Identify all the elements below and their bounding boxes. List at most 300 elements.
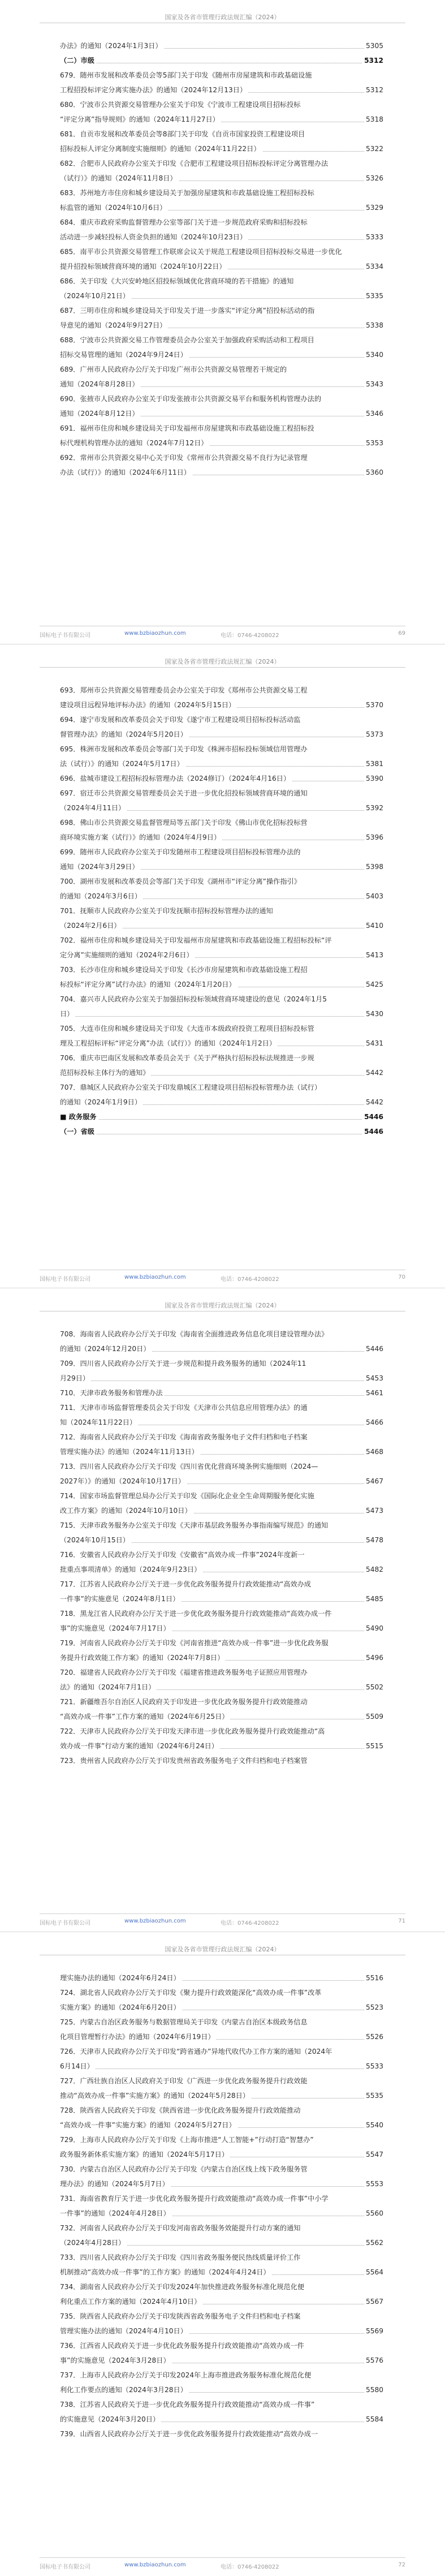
toc-entry[interactable]: [60, 2000, 383, 2015]
toc-entry[interactable]: [60, 2338, 383, 2353]
toc-entry[interactable]: [60, 1592, 383, 1606]
toc-entry[interactable]: [60, 141, 383, 156]
toc-entry[interactable]: [60, 1459, 383, 1474]
toc-entry-title: 705．大连市住房和城乡建设局关于印发《大连市本级政府投资工程项目招标投标管: [60, 1025, 316, 1033]
toc-entry[interactable]: [60, 904, 383, 918]
toc-entry-title: 办法》的通知（2024年1月3日）: [60, 42, 164, 50]
toc-entry[interactable]: [60, 1124, 383, 1139]
toc-entry-page-number: 5496: [364, 1650, 383, 1665]
toc-entry[interactable]: [60, 362, 383, 377]
toc-entry[interactable]: [60, 200, 383, 215]
toc-entry-page-number: 5425: [364, 977, 383, 992]
toc-entry-title: 713．四川省人民政府办公厅关于印发《四川省优化营商环境条例实施细则（2024—: [60, 1463, 319, 1470]
toc-entry[interactable]: [60, 1109, 383, 1124]
toc-entry[interactable]: [60, 712, 383, 727]
toc-entry-title: 710．天津市政务服务和管理办法: [60, 1389, 165, 1397]
toc-entry-title: 690．张掖市人民政府办公室关于印发张掖市公共资源交易平台和服务机构管理办法的: [60, 395, 323, 403]
toc-entry-title: 697．宿迁市公共资源交易管理委员会关于进一步优化招投标领域营商环境的通知: [60, 789, 309, 797]
toc-list: [60, 38, 383, 480]
toc-entry-page-number: 5526: [364, 2029, 383, 2044]
toc-entry-title: 商环境实施方案（试行）》的通知（2024年4月9日）: [60, 833, 222, 841]
toc-entry-title: 的实施意见（2024年3月20日）: [60, 2415, 161, 2423]
toc-entry-title: 利化工作要点的通知（2024年3月28日）: [60, 2386, 189, 2394]
toc-entry[interactable]: [60, 889, 383, 904]
toc-entry[interactable]: [60, 1577, 383, 1592]
toc-entry[interactable]: [60, 1341, 383, 1356]
toc-entry-title: 通知（2024年8月12日）: [60, 410, 141, 418]
toc-entry-title: 活动进一步减轻投标人资金负担的通知（2024年10月23日）: [60, 233, 248, 241]
footer-phone: 电话：0746-4208022: [221, 1276, 279, 1283]
toc-entry[interactable]: [60, 244, 383, 259]
toc-entry[interactable]: [60, 742, 383, 756]
toc-entry-page-number: 5562: [364, 2235, 383, 2250]
toc-entry[interactable]: [60, 1739, 383, 1753]
page-header: [0, 1945, 445, 1954]
dot-leader: [60, 2068, 383, 2069]
toc-entry[interactable]: [60, 1665, 383, 1680]
toc-entry[interactable]: [60, 1621, 383, 1636]
toc-entry-title: “高效办成一件事”实施方案》的通知（2024年5月27日）: [60, 2121, 237, 2129]
toc-entry[interactable]: [60, 2162, 383, 2177]
toc-entry-title: ■ 政务服务: [60, 1113, 98, 1121]
toc-entry-title: 一件事”的通知（2024年4月28日）: [60, 2209, 172, 2217]
toc-entry[interactable]: [60, 2177, 383, 2191]
toc-entry-page-number: 5540: [364, 2118, 383, 2132]
toc-entry[interactable]: [60, 1095, 383, 1109]
toc-entry[interactable]: [60, 127, 383, 141]
toc-entry[interactable]: [60, 1985, 383, 2000]
toc-entry-title: 688．宁波市公共资源交易工作管理委员会办公室关于加强政府采购活动和工程项目: [60, 336, 316, 344]
toc-entry[interactable]: [60, 450, 383, 465]
toc-entry-title: 719．河南省人民政府办公厅关于印发《河南省推进“高效办成一件事”进一步优化政务服: [60, 1639, 330, 1647]
toc-entry-page-number: 5431: [364, 1036, 383, 1051]
toc-entry-title: 687．三明市住房和城乡建设局关于印发关于进一步落实“评定分离”招投标活动的指: [60, 307, 316, 315]
toc-entry-page-number: 5340: [364, 347, 383, 362]
toc-entry-page-number: 5466: [364, 1415, 383, 1430]
toc-entry-page-number: 5318: [364, 112, 383, 127]
footer-publisher: 国标电子书有限公司: [40, 2564, 90, 2570]
toc-entry[interactable]: [60, 1606, 383, 1621]
toc-entry[interactable]: [60, 1474, 383, 1489]
header-title: 国家及各省市管理行政法规汇编（2024）: [165, 1946, 280, 1953]
toc-entry-page-number: 5343: [364, 377, 383, 392]
toc-entry[interactable]: [60, 1695, 383, 1709]
toc-entry[interactable]: [60, 1724, 383, 1739]
toc-entry-title: 月29日）: [60, 1374, 91, 1382]
toc-entry-title: （二）市级: [60, 57, 96, 64]
toc-entry[interactable]: [60, 1533, 383, 1547]
toc-entry-title: 708．海南省人民政府办公厅关于印发《海南省全面推进政务信息化项目建设管理办法》: [60, 1330, 330, 1338]
toc-entry-title: 知（2024年11月22日）: [60, 1418, 138, 1426]
toc-entry[interactable]: [60, 2324, 383, 2338]
toc-entry-page-number: 5322: [364, 141, 383, 156]
header-title: 国家及各省市管理行政法规汇编（2024）: [165, 1302, 280, 1309]
toc-entry-title: 招标投标人评定分离制度实施细则》的通知（2024年11月22日）: [60, 145, 262, 153]
toc-entry-title: 689．广州市人民政府办公厅关于印发广州市公共资源交易管理若干规定的: [60, 365, 288, 373]
toc-entry-title: “评定分离”指导规则》的通知（2024年11月27日）: [60, 115, 221, 123]
toc-entry[interactable]: [60, 727, 383, 742]
toc-entry[interactable]: [60, 2074, 383, 2088]
toc-entry[interactable]: [60, 2044, 383, 2059]
toc-entry[interactable]: [60, 392, 383, 406]
toc-entry-title: 通知（2024年3月29日）: [60, 863, 141, 871]
toc-entry-page-number: 5468: [364, 1444, 383, 1459]
toc-entry-title: 716．安徽省人民政府办公厅关于印发《安徽省“高效办成一件事”2024年度新一: [60, 1551, 306, 1559]
toc-entry[interactable]: [60, 2191, 383, 2206]
toc-entry[interactable]: [60, 1430, 383, 1444]
toc-entry-title: 695．株洲市发展和改革委员会等部门关于印发《株洲市招标投标领域信用管理办: [60, 745, 309, 753]
toc-entry-page-number: 5335: [364, 289, 383, 303]
toc-entry[interactable]: [60, 1650, 383, 1665]
footer-phone: 电话：0746-4208022: [221, 2564, 279, 2570]
toc-entry-title: 712．海南省人民政府办公厅关于印发《海南省政务服务电子文件归档和电子档案: [60, 1433, 309, 1441]
toc-entry-title: 726．天津市人民政府办公厅关于印发“跨省通办”异地代收代办工作方案的通知（2024年: [60, 2048, 334, 2055]
toc-entry[interactable]: [60, 2427, 383, 2441]
toc-entry[interactable]: [60, 771, 383, 786]
toc-entry-page-number: 5305: [364, 38, 383, 53]
toc-entry-page-number: 5346: [364, 406, 383, 421]
toc-entry[interactable]: [60, 1080, 383, 1095]
toc-entry-title: 推动“高效办成一件事”实施方案》的通知（2024年5月28日）: [60, 2092, 251, 2100]
toc-entry[interactable]: [60, 1547, 383, 1562]
document-page: [0, 1932, 445, 2575]
page-number: 69: [398, 630, 405, 637]
toc-entry-title: 728．陕西省人民政府关于印发《陕西省进一步优化政务服务提升行政效能推动: [60, 2106, 302, 2114]
header-title: 国家及各省市管理行政法规汇编（2024）: [165, 658, 280, 665]
toc-entry[interactable]: [60, 112, 383, 127]
toc-entry[interactable]: [60, 230, 383, 244]
toc-entry-title: 685．南平市公共资源交易管理工作联席会议关于规范工程建设项目招标投标交易进一步优化: [60, 248, 344, 256]
toc-entry[interactable]: [60, 2368, 383, 2383]
toc-entry-page-number: 5461: [364, 1386, 383, 1400]
toc-entry[interactable]: [60, 1562, 383, 1577]
toc-entry[interactable]: [60, 1415, 383, 1430]
toc-entry-title: 706．重庆市巴南区发展和改革委员会关于《关于严格执行招标投标法规推进一步规: [60, 1054, 316, 1062]
toc-entry[interactable]: [60, 948, 383, 962]
toc-entry-title: 738．江苏省人民政府关于进一步优化政务服务提升行政效能推动“高效办成一件事”: [60, 2401, 316, 2409]
toc-entry-title: 政务服务新体系实施方案》的通知（2024年5月17日）: [60, 2151, 230, 2158]
toc-entry[interactable]: [60, 2118, 383, 2132]
toc-entry-page-number: 5490: [364, 1621, 383, 1636]
toc-entry[interactable]: [60, 259, 383, 274]
toc-entry-title: 日）: [60, 1010, 75, 1018]
toc-entry-title: （试行）》的通知（2024年11月8日）: [60, 174, 179, 182]
toc-entry[interactable]: [60, 97, 383, 112]
toc-entry-page-number: 5446: [362, 1109, 383, 1124]
toc-entry[interactable]: [60, 2015, 383, 2029]
toc-entry[interactable]: [60, 2221, 383, 2235]
footer-url-link[interactable]: www.bzbiaozhun.com: [124, 1274, 186, 1280]
toc-entry[interactable]: [60, 801, 383, 815]
toc-entry-title: 通知（2024年8月28日）: [60, 380, 141, 388]
toc-entry[interactable]: [60, 992, 383, 1007]
toc-entry-title: “高效办成一件事”工作方案的通知（2024年6月25日）: [60, 1713, 230, 1721]
toc-entry[interactable]: [60, 859, 383, 874]
toc-entry[interactable]: [60, 377, 383, 392]
toc-entry[interactable]: [60, 2029, 383, 2044]
toc-entry[interactable]: [60, 2059, 383, 2074]
toc-entry-title: 工程招投标评定分离实施办法》的通知（2024年12月13日）: [60, 86, 248, 94]
toc-entry-title: 739．山西省人民政府办公厅关于进一步优化政务服务提升行政效能推动“高效办成一: [60, 2430, 319, 2438]
toc-entry-title: 效办成一件事”行动方案的通知（2024年6月24日）: [60, 1742, 220, 1750]
toc-entry-title: 理办法》的通知（2024年5月7日）: [60, 2180, 171, 2188]
footer-phone: 电话：0746-4208022: [221, 633, 279, 639]
footer-publisher: 国标电子书有限公司: [40, 633, 90, 639]
toc-entry[interactable]: [60, 1680, 383, 1695]
toc-entry[interactable]: [60, 1636, 383, 1650]
toc-entry-page-number: 5523: [364, 2000, 383, 2015]
toc-entry[interactable]: [60, 215, 383, 230]
toc-entry[interactable]: [60, 683, 383, 698]
toc-entry-page-number: 5502: [364, 1680, 383, 1695]
toc-entry-title: 一件事”的实施意见（2024年8月1日）: [60, 1595, 181, 1603]
toc-entry-page-number: 5446: [362, 1124, 383, 1139]
toc-entry[interactable]: [60, 436, 383, 450]
toc-entry-title: 法》的通知（2024年7月1日）: [60, 1683, 157, 1691]
toc-entry-page-number: 5478: [364, 1533, 383, 1547]
toc-entry-title: 的通知（2024年3月6日）: [60, 892, 143, 900]
toc-entry-page-number: 5547: [364, 2147, 383, 2162]
toc-entry-page-number: 5535: [364, 2088, 383, 2103]
toc-entry-page-number: 5373: [364, 727, 383, 742]
toc-entry[interactable]: [60, 171, 383, 186]
toc-entry[interactable]: [60, 1065, 383, 1080]
toc-entry[interactable]: [60, 2147, 383, 2162]
toc-entry[interactable]: [60, 38, 383, 53]
toc-entry[interactable]: [60, 1051, 383, 1065]
toc-entry-page-number: 5509: [364, 1709, 383, 1724]
toc-entry-page-number: 5482: [364, 1562, 383, 1577]
toc-entry[interactable]: [60, 2294, 383, 2309]
toc-entry-title: （一）省级: [60, 1128, 96, 1136]
toc-entry-page-number: 5473: [364, 1503, 383, 1518]
footer-url-link[interactable]: www.bzbiaozhun.com: [124, 2562, 186, 2568]
toc-entry-page-number: 5396: [364, 830, 383, 845]
toc-entry-page-number: 5360: [364, 465, 383, 480]
toc-entry-title: 720．福建省人民政府办公厅关于印发《福建省推进政务服务电子证照应用管理办: [60, 1668, 309, 1676]
toc-entry[interactable]: [60, 318, 383, 333]
page-header: [0, 657, 445, 666]
toc-entry-title: 725．内蒙古自治区政务服务与数据管理局关于印发《内蒙古自治区本级政务信息: [60, 2018, 309, 2026]
toc-entry-page-number: 5338: [364, 318, 383, 333]
toc-entry[interactable]: [60, 1503, 383, 1518]
toc-entry-title: 标代理机构管理办法的通知（2024年7月12日）: [60, 439, 209, 447]
footer-divider: [40, 2557, 405, 2558]
toc-entry[interactable]: [60, 274, 383, 289]
toc-entry[interactable]: [60, 1489, 383, 1503]
toc-entry[interactable]: [60, 156, 383, 171]
toc-entry[interactable]: [60, 1400, 383, 1415]
toc-entry[interactable]: [60, 83, 383, 97]
toc-entry-title: 700．湖州市发展和改革委员会等部门关于印发《湖州市“评定分离”操作指引》: [60, 878, 303, 885]
toc-entry-page-number: 5353: [364, 436, 383, 450]
toc-entry-title: 691．福州市住房和城乡建设局关于印发福州市房屋建筑和市政基础设施工程招标投: [60, 424, 316, 432]
toc-entry-page-number: 5312: [364, 83, 383, 97]
footer-phone: 电话：0746-4208022: [221, 1920, 279, 1926]
toc-entry-title: 681．自贡市发展和改革委员会等8部门关于印发《自贡市国家投资工程建设项目: [60, 130, 306, 138]
toc-entry-page-number: 5533: [364, 2059, 383, 2074]
toc-entry-page-number: 5446: [364, 1341, 383, 1356]
toc-entry[interactable]: [60, 977, 383, 992]
toc-entry[interactable]: [60, 2088, 383, 2103]
toc-entry[interactable]: [60, 1753, 383, 1768]
toc-entry-title: 化项目管理暂行办法》的通知（2024年6月19日）: [60, 2033, 217, 2041]
toc-entry[interactable]: [60, 698, 383, 712]
toc-entry-title: 729．上海市人民政府办公厅关于印发《上海市推进“人工智能+”行动打造“智慧办”: [60, 2136, 316, 2144]
toc-entry[interactable]: [60, 1709, 383, 1724]
toc-entry-title: 实施方案》的通知（2024年6月20日）: [60, 2003, 182, 2011]
footer-url-link[interactable]: www.bzbiaozhun.com: [124, 1918, 186, 1924]
toc-entry-title: 715．天津市政务服务办公室关于印发《天津市基层政务服务办事指南编写规范》的通知: [60, 1521, 330, 1529]
toc-entry-page-number: 5515: [364, 1739, 383, 1753]
document-page: [0, 0, 445, 644]
toc-entry[interactable]: [60, 874, 383, 889]
toc-entry-title: 696．盐城市建设工程招标投标管理办法（2024修订）（2024年4月16日）: [60, 775, 292, 782]
toc-entry-title: 724．湖北省人民政府办公厅关于印发《聚力提升行政效能深化“高效办成一件事”改革: [60, 1989, 323, 1997]
toc-entry-page-number: 5312: [362, 53, 383, 68]
toc-entry-title: 709．四川省人民政府办公厅关于进一步规范和提升政务服务的通知（2024年11: [60, 1360, 308, 1367]
toc-entry[interactable]: [60, 815, 383, 830]
toc-entry-title: 定分离”实施细则的通知（2024年2月6日）: [60, 951, 195, 959]
toc-entry[interactable]: [60, 186, 383, 200]
toc-entry[interactable]: [60, 2265, 383, 2280]
toc-entry-page-number: 5584: [364, 2412, 383, 2427]
toc-entry-title: 692．常州市公共资源交易中心关于印发《常州市公共资源交易不良行为记录管理: [60, 454, 309, 462]
toc-entry-page-number: 5334: [364, 259, 383, 274]
toc-entry[interactable]: [60, 1371, 383, 1386]
toc-entry[interactable]: [60, 68, 383, 83]
toc-entry[interactable]: [60, 962, 383, 977]
toc-entry[interactable]: [60, 303, 383, 318]
toc-entry-title: 723．贵州省人民政府办公厅关于印发贵州省政务服务电子文件归档和电子档案管: [60, 1757, 309, 1765]
toc-entry-title: 727．广西壮族自治区人民政府关于印发《广西进一步优化政务服务提升行政效能: [60, 2077, 309, 2085]
toc-entry[interactable]: [60, 756, 383, 771]
toc-entry-page-number: 5453: [364, 1371, 383, 1386]
toc-entry-title: 管理实施办法的通知（2024年4月10日）: [60, 2327, 189, 2335]
page-header: [0, 12, 445, 21]
toc-entry[interactable]: [60, 830, 383, 845]
footer-url-link[interactable]: www.bzbiaozhun.com: [124, 630, 186, 637]
toc-entry[interactable]: [60, 933, 383, 948]
toc-entry-title: 703．长沙市住房和城乡建设局关于印发《长沙市房屋建筑和市政基础设施工程招: [60, 966, 309, 974]
toc-entry[interactable]: [60, 2250, 383, 2265]
toc-entry-page-number: 5442: [364, 1095, 383, 1109]
toc-entry[interactable]: [60, 786, 383, 801]
toc-entry-title: 721．新疆维吾尔自治区人民政府关于印发进一步优化政务服务提升行政效能推动: [60, 1698, 309, 1706]
toc-entry[interactable]: [60, 1021, 383, 1036]
toc-entry-title: 698．佛山市公共资源交易监督管理局等五部门关于印发《佛山市优化招标投标营: [60, 819, 309, 827]
toc-entry-page-number: 5403: [364, 889, 383, 904]
toc-entry[interactable]: [60, 1971, 383, 1985]
toc-entry[interactable]: [60, 2412, 383, 2427]
toc-entry-page-number: 5381: [364, 756, 383, 771]
toc-entry-title: 机制推动“高效办成一件事”的工作方案》的通知（2024年4月24日）: [60, 2268, 272, 2276]
toc-entry[interactable]: [60, 1518, 383, 1533]
toc-entry-title: 理及工程招标评标“评定分离”办法（试行）》的通知（2024年1月2日）: [60, 1039, 278, 1047]
toc-entry-page-number: 5326: [364, 171, 383, 186]
toc-entry[interactable]: [60, 1007, 383, 1021]
toc-entry[interactable]: [60, 845, 383, 859]
toc-entry-title: （2024年10月21日）: [60, 292, 131, 300]
toc-entry[interactable]: [60, 1356, 383, 1371]
toc-entry-title: 682．合肥市人民政府办公室关于印发《合肥市工程建设项目招标投标评定分离管理办法: [60, 160, 330, 167]
toc-entry-title: （2024年4月11日）: [60, 804, 127, 812]
toc-entry[interactable]: [60, 2280, 383, 2294]
footer-publisher: 国标电子书有限公司: [40, 1276, 90, 1283]
toc-entry[interactable]: [60, 2383, 383, 2397]
toc-entry[interactable]: [60, 347, 383, 362]
toc-entry-title: 714．国家市场监督管理总局办公厅关于印发《国际化企业全生命周期服务便化实施: [60, 1492, 316, 1500]
toc-entry-title: 提升招投标领域营商环境的通知（2024年10月22日）: [60, 263, 228, 270]
toc-entry-title: 的通知（2024年12月20日）: [60, 1345, 152, 1353]
toc-entry-title: 督管理办法》的通知（2024年5月20日）: [60, 730, 189, 738]
toc-entry[interactable]: [60, 333, 383, 347]
toc-entry-title: 务提升行政效能工作方案》的通知（2024年7月8日）: [60, 1654, 226, 1662]
toc-entry[interactable]: [60, 918, 383, 933]
toc-entry-page-number: 5580: [364, 2383, 383, 2397]
toc-entry-title: 683．苏州地方市住房和城乡建设局关于加强房屋建筑和市政基础设施工程招标投标: [60, 189, 316, 197]
toc-entry-title: 标监管的通知（2024年10月6日）: [60, 204, 168, 212]
toc-entry-page-number: 5370: [364, 698, 383, 712]
toc-entry-title: 731．海南省教育厅关于进一步优化政务服务提升行政效能推动“高效办成一件事”中小学: [60, 2195, 330, 2203]
toc-entry[interactable]: [60, 2397, 383, 2412]
toc-entry-page-number: 5329: [364, 200, 383, 215]
toc-entry-title: 717．江苏省人民政府办公厅关于进一步优化政务服务提升行政效能推动“高效办成: [60, 1580, 313, 1588]
toc-entry-title: 导意见的通知（2024年9月27日）: [60, 321, 168, 329]
toc-entry[interactable]: [60, 2103, 383, 2118]
toc-entry-title: 标投标“评定分离”试行办法》的通知（2024年1月20日）: [60, 980, 237, 988]
toc-entry[interactable]: [60, 53, 383, 68]
toc-entry-page-number: 5569: [364, 2324, 383, 2338]
toc-entry[interactable]: [60, 1444, 383, 1459]
toc-entry[interactable]: [60, 2309, 383, 2324]
toc-entry[interactable]: [60, 2235, 383, 2250]
page-number: 71: [398, 1918, 405, 1924]
toc-entry[interactable]: [60, 465, 383, 480]
toc-entry-title: 事”的实施意见（2024年3月28日）: [60, 2356, 172, 2364]
document-page: [0, 1288, 445, 1932]
toc-entry[interactable]: [60, 2132, 383, 2147]
toc-list: [60, 1327, 383, 1768]
toc-entry[interactable]: [60, 1036, 383, 1051]
toc-entry[interactable]: [60, 2353, 383, 2368]
toc-entry[interactable]: [60, 2206, 383, 2221]
toc-list: [60, 683, 383, 1139]
toc-entry-title: 招标交易管理的通知（2024年9月24日）: [60, 351, 189, 359]
toc-entry-page-number: 5485: [364, 1592, 383, 1606]
toc-entry-title: 的通知（2024年1月9日）: [60, 1098, 143, 1106]
toc-entry[interactable]: [60, 1327, 383, 1341]
document-page: [0, 644, 445, 1288]
toc-entry-title: 733．四川省人民政府办公厅关于印发《四川省政务服务便民热线质量评价工作: [60, 2254, 302, 2261]
toc-entry-title: 734．湖南省人民政府办公厅关于印发2024年加快推进政务服务标准化规范化便: [60, 2283, 306, 2291]
toc-entry-page-number: 5410: [364, 918, 383, 933]
toc-entry[interactable]: [60, 421, 383, 436]
toc-entry-title: 694．遂宁市发展和改革委员会关于印发《遂宁市工程建设项目招标投标活动监: [60, 716, 302, 724]
page-number: 72: [398, 2562, 405, 2568]
toc-entry-page-number: 5442: [364, 1065, 383, 1080]
toc-entry[interactable]: [60, 1386, 383, 1400]
toc-entry-title: 704．嘉兴市人民政府办公室关于加强招标投标领域营商环境建设的意见（2024年1月5: [60, 995, 329, 1003]
toc-entry-page-number: 5560: [364, 2206, 383, 2221]
toc-entry-title: 建设项目远程异地评标办法》的通知（2024年5月15日）: [60, 701, 237, 709]
toc-entry-title: 737．上海市人民政府办公厅关于印发2024年上海市推进政务服务标准化规范化便: [60, 2371, 313, 2379]
toc-entry-title: 法（试行）》的通知（2024年5月17日）: [60, 760, 185, 768]
toc-entry[interactable]: [60, 289, 383, 303]
toc-entry-title: （2024年10月15日）: [60, 1536, 131, 1544]
toc-entry[interactable]: [60, 406, 383, 421]
toc-entry-page-number: 5576: [364, 2353, 383, 2368]
